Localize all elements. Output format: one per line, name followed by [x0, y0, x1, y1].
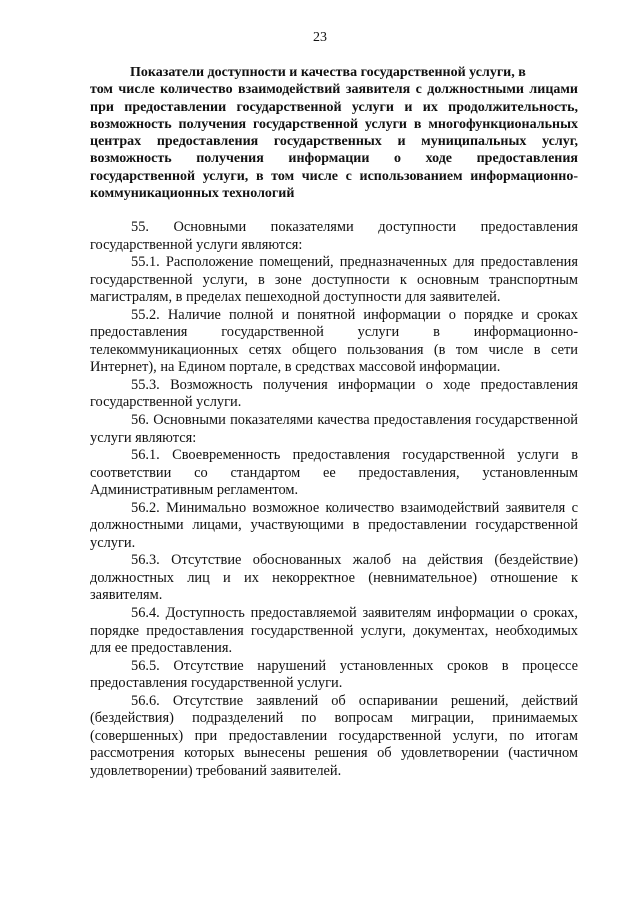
- paragraph-55: 55. Основными показателями доступности предоставления государственной услуги являются:: [90, 219, 578, 253]
- paragraph-55-3: 55.3. Возможность получения информации о ходе предоставления государственной услуги.: [90, 376, 578, 411]
- paragraph-56-1: 56.1. Своевременность предоставления государственной услуги в соответствии со стандартом ее предоставления, установленным Административным регламентом.: [90, 447, 578, 499]
- paragraph-55-1: 55.1. Расположение помещений, предназначенных для предоставления государственной услуги, в зоне доступности к основным транспортным магистралям, в пределах пешеходной доступности для заявителей.: [90, 254, 578, 306]
- page-number: 23: [313, 30, 327, 45]
- document-body: [90, 219, 578, 781]
- section-heading: [90, 64, 578, 202]
- paragraph-56-5: 56.5. Отсутствие нарушений установленных сроков в процессе предоставления государственной услуги.: [90, 657, 578, 692]
- section-heading-rest: том числе количество взаимодействий заявителя с должностными лицами при предоставлении государственной услуги и их продолжительность, возможность получения государственной услуги в многофункциональных центрах предоставления государственных и муниципальных услуг, возможность получения информации о ходе предоставления государственной услуги, в том числе с использованием информационно-коммуникационных технологий: [90, 82, 578, 202]
- paragraph-56-3: 56.3. Отсутствие обоснованных жалоб на действия (бездействие) должностных лиц и их некорректное (невнимательное) отношение к заявителям.: [90, 552, 578, 604]
- section-heading-first-line: Показатели доступности и качества государственной услуги, в: [130, 65, 526, 80]
- paragraph-56-6: 56.6. Отсутствие заявлений об оспаривании решений, действий (бездействия) подразделений по вопросам миграции, принимаемых (совершенных) при предоставлении государственной услуги, по итогам рассмотрения которых вынесены решения об удовлетворении (частичном удовлетворении) требований заявителей.: [90, 692, 578, 779]
- paragraph-55-2: 55.2. Наличие полной и понятной информации о порядке и сроках предоставления государственной услуги в информационно-телекоммуникационных сетях общего пользования (в том числе в сети Интернет), на Едином портале, в средствах массовой информации.: [90, 306, 578, 376]
- paragraph-56-4: 56.4. Доступность предоставляемой заявителям информации о сроках, порядке предоставления государственной услуги, документах, необходимых для ее предоставления.: [90, 605, 578, 657]
- paragraph-56: 56. Основными показателями качества предоставления государственной услуги являются:: [90, 412, 578, 446]
- paragraph-56-2: 56.2. Минимально возможное количество взаимодействий заявителя с должностными лицами, участвующими в предоставлении государственной услуги.: [90, 499, 578, 551]
